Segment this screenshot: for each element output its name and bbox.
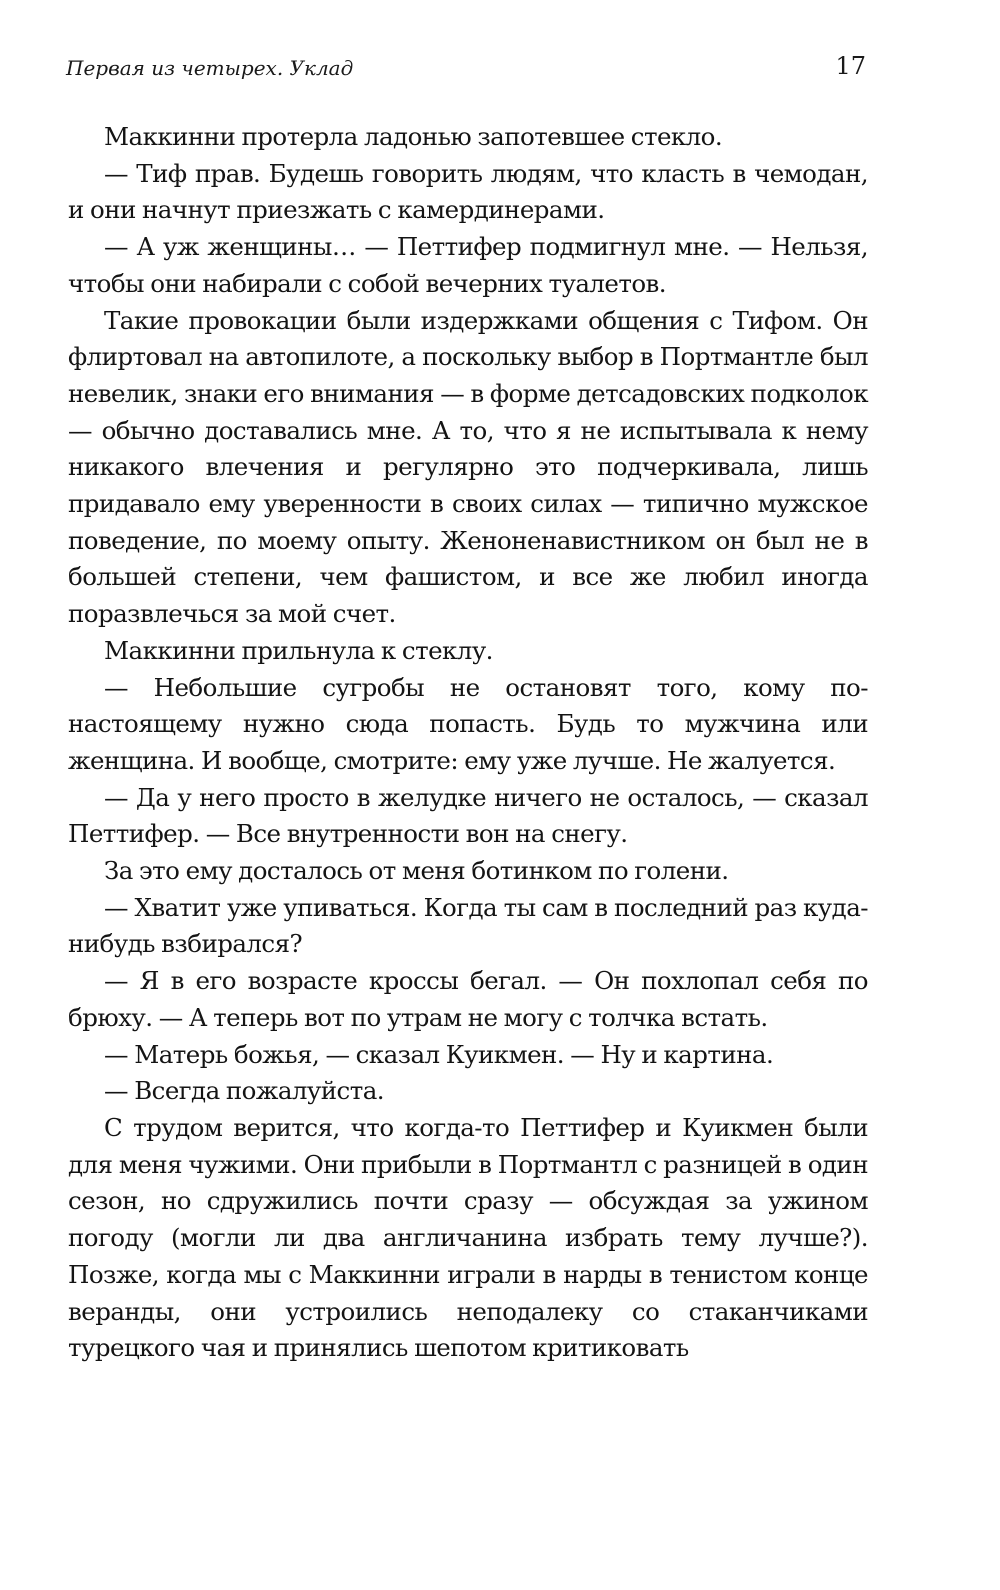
paragraph: — Небольшие сугробы не остановят того, кому по-настоящему нужно сюда попасть. Будь то мужчина или женщина. И вообще, смотрите: ему уже лучше. Не жалуется. — [68, 672, 868, 775]
page-number: 17 — [835, 52, 866, 80]
paragraph: — Тиф прав. Будешь говорить людям, что класть в чемодан, и они начнут приезжать с камердинерами. — [68, 158, 868, 225]
paragraph: — Да у него просто в желудке ничего не осталось, — сказал Петтифер. — Все внутренности вон на снегу. — [68, 782, 868, 849]
paragraph: — Матерь божья, — сказал Куикмен. — Ну и картина. — [104, 1039, 774, 1069]
paragraph: С трудом верится, что когда-то Петтифер и Куикмен были для меня чужими. Они прибыли в Портмантл с разницей в один сезон, но сдружились почти сразу — обсуждая за ужином погоду (могли ли два англичанина избрать тему лучше?). Позже, когда мы с Маккинни играли в нарды в тенистом конце веранды, они устроились неподалеку со стаканчиками турецкого чая и принялись шепотом критиковать — [68, 1112, 868, 1363]
running-title: Первая из четырех. Уклад — [66, 56, 354, 80]
body-text — [68, 119, 868, 1367]
paragraph: Такие провокации были издержками общения с Тифом. Он флиртовал на автопилоте, а поскольку выбор в Портмантле был невелик, знаки его внимания — в форме детсадовских подколок — обычно доставались мне. А то, что я не испытывала к нему никакого влечения и регулярно это подчеркивала, лишь придавало ему уверенности в своих силах — типично мужское поведение, по моему опыту. Женоненавистником он был не в большей степени, чем фашистом, и все же любил иногда поразвлечься за мой счет. — [68, 305, 868, 629]
paragraph: Маккинни прильнула к стеклу. — [104, 635, 493, 665]
paragraph: Маккинни протерла ладонью запотевшее стекло. — [104, 122, 723, 151]
paragraph: — Всегда пожалуйста. — [104, 1076, 385, 1106]
paragraph: За это ему досталось от меня ботинком по голени. — [104, 856, 729, 886]
paragraph: — Хватит уже упиваться. Когда ты сам в последний раз куда-нибудь взбирался? — [68, 892, 868, 959]
paragraph: — Я в его возрасте кроссы бегал. — Он похлопал себя по брюху. — А теперь вот по утрам не могу с толчка встать. — [68, 966, 868, 1032]
paragraph: — А уж женщины… — Петтифер подмигнул мне. — Нельзя, чтобы они набирали с собой вечерних туалетов. — [68, 232, 868, 298]
